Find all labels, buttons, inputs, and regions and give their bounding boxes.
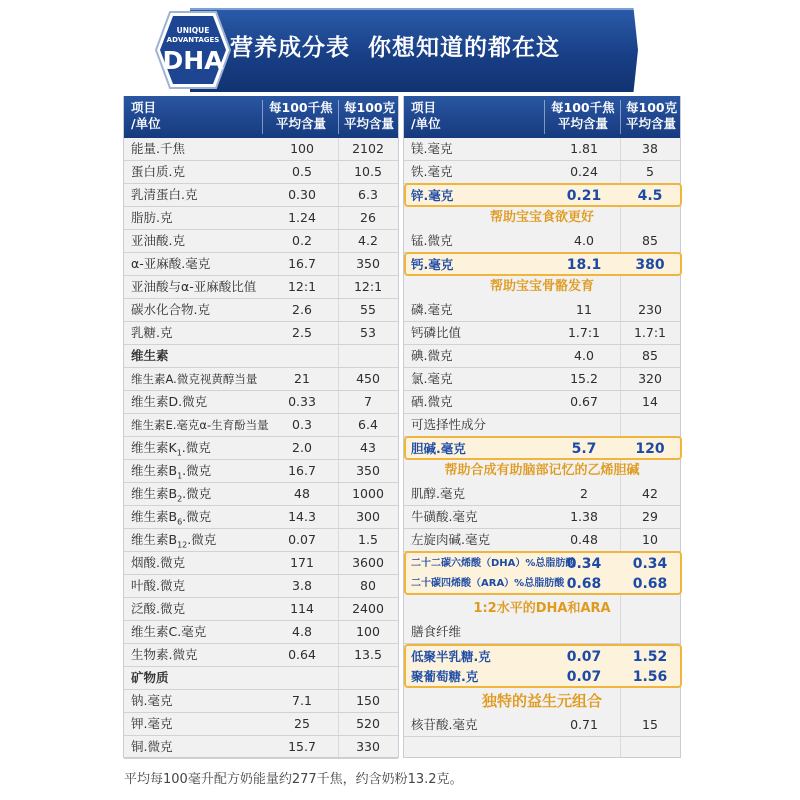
value-per-100kj: 25 (294, 716, 310, 731)
nutrient-name: 牛磺酸.毫克 (411, 509, 478, 524)
badge-line1: UNIQUE (176, 26, 210, 35)
value-per-100kj: 14.3 (288, 509, 316, 524)
value-per-100g: 43 (360, 440, 376, 455)
col-kj-line1: 每100千焦 (269, 100, 333, 115)
value-per-100kj: 2.6 (292, 302, 312, 317)
nutrient-name: 烟酸.微克 (131, 555, 185, 570)
table-row (124, 276, 398, 299)
benefit-note: 帮助宝宝骨骼发育 (489, 279, 594, 294)
section-header (404, 414, 680, 437)
value-per-100g: 42 (642, 486, 658, 501)
value-per-100g: 13.5 (354, 647, 382, 662)
nutrient-name: 亚油酸与α-亚麻酸比值 (131, 279, 257, 294)
value-per-100kj: 100 (290, 141, 314, 156)
table-row (124, 391, 398, 414)
value-per-100kj: 16.7 (288, 256, 316, 271)
value-per-100kj: 0.71 (570, 717, 598, 732)
nutrient-name: 维生素$B_{12}$.微克 (131, 532, 217, 550)
highlight-box (404, 551, 682, 595)
nutrient-name: 核苷酸.毫克 (411, 717, 478, 732)
value-per-100g: 4.2 (358, 233, 378, 248)
nutrient-name: 维生素$K_1$.微克 (131, 440, 211, 458)
nutrient-name: 维生素$B_1$.微克 (131, 463, 212, 481)
table-row (404, 299, 680, 322)
table-row (404, 230, 680, 253)
value-per-100kj: 7.1 (292, 693, 312, 708)
value-per-100g: 1.7:1 (633, 325, 667, 340)
table-row (404, 138, 680, 161)
value-per-100g: 15 (642, 717, 658, 732)
table-row (404, 322, 680, 345)
nutrient-name: 维生素E.毫克α-生育酚当量 (131, 418, 269, 432)
col-item-right: 项目 (411, 100, 437, 115)
table-row (124, 506, 398, 529)
col-kj-line2-right: 平均含量 (558, 116, 609, 131)
table-row (404, 391, 680, 414)
value-per-100g: 53 (360, 325, 376, 340)
table-row (404, 506, 680, 529)
nutrient-name: 钾.毫克 (131, 716, 173, 731)
nutrient-name: 矿物质 (131, 670, 169, 685)
nutrient-name: 碳水化合物.克 (131, 302, 210, 317)
value-per-100g: 38 (642, 141, 658, 156)
value-per-100kj: 1.24 (288, 210, 316, 225)
value-per-100g: 10.5 (354, 164, 382, 179)
value-per-100g: 7 (364, 394, 372, 409)
table-row (124, 621, 398, 644)
col-kj-line1-right: 每100千焦 (551, 100, 615, 115)
table-row (124, 138, 398, 161)
value-per-100g: 26 (360, 210, 376, 225)
nutrient-name: 维生素$B_6$.微克 (131, 509, 212, 527)
highlight-box (404, 644, 682, 688)
value-per-100kj: 2.0 (292, 440, 312, 455)
value-per-100g: 320 (638, 371, 662, 386)
value-per-100g: 10 (642, 532, 658, 547)
nutrient-name: 氯.毫克 (411, 371, 453, 386)
nutrient-name: 维生素 (131, 348, 169, 363)
col-g-line2-right: 平均含量 (626, 116, 677, 131)
highlight-value-per-100g: 1.56 (632, 669, 668, 685)
value-per-100g: 12:1 (353, 279, 383, 294)
value-per-100g: 350 (356, 256, 380, 271)
value-per-100kj: 15.2 (570, 371, 598, 386)
value-per-100g: 14 (642, 394, 658, 409)
value-per-100kj: 0.48 (570, 532, 598, 547)
value-per-100g: 300 (356, 509, 380, 524)
value-per-100kj: 11 (576, 302, 592, 317)
highlight-value-per-100kj: 0.07 (566, 649, 602, 665)
highlight-nutrient-name: 聚葡萄糖.克 (411, 669, 479, 684)
value-per-100kj: 48 (294, 486, 310, 501)
table-row (404, 529, 680, 552)
nutrient-name: 脂肪.克 (131, 210, 173, 225)
value-per-100kj: 0.30 (288, 187, 316, 202)
value-per-100g: 5 (646, 164, 654, 179)
col-g-line1: 每100克 (344, 100, 396, 115)
nutrient-name: 钙磷比值 (411, 325, 462, 340)
highlight-value-per-100kj: 5.7 (571, 441, 597, 457)
nutrient-name: 铁.毫克 (411, 164, 453, 179)
right-table-header (404, 96, 680, 138)
table-row (124, 529, 398, 552)
nutrient-name: 磷.毫克 (411, 302, 453, 317)
value-per-100g: 2102 (352, 141, 384, 156)
value-per-100g: 2400 (352, 601, 384, 616)
highlight-nutrient-name: 二十二碳六烯酸（DHA）%总脂肪酸 (411, 558, 576, 569)
nutrient-name: 维生素C.毫克 (131, 624, 207, 639)
table-row (124, 161, 398, 184)
benefit-note: 独特的益生元组合 (481, 692, 602, 710)
title-part1: 营养成分表 (230, 35, 350, 61)
nutrient-name: 叶酸.微克 (131, 578, 185, 593)
left-nutrition-table (123, 96, 399, 758)
table-row (124, 713, 398, 736)
table-row (404, 161, 680, 184)
highlight-box (404, 252, 682, 276)
left-table-header (124, 96, 398, 138)
table-row (124, 253, 398, 276)
table-row (124, 460, 398, 483)
value-per-100kj: 0.07 (288, 532, 316, 547)
nutrient-name: 泛酸.微克 (131, 601, 185, 616)
badge-logo-text: DHA (162, 46, 224, 75)
value-per-100kj: 1.81 (570, 141, 598, 156)
nutrient-name: 亚油酸.克 (131, 233, 185, 248)
highlight-value-per-100g: 4.5 (637, 188, 663, 204)
value-per-100kj: 0.64 (288, 647, 316, 662)
table-row (404, 345, 680, 368)
nutrient-name: 左旋肉碱.毫克 (411, 532, 490, 547)
nutrient-name: 碘.微克 (411, 348, 453, 363)
highlight-value-per-100g: 1.52 (632, 649, 668, 665)
value-per-100kj: 4.0 (574, 233, 594, 248)
value-per-100g: 350 (356, 463, 380, 478)
value-per-100g: 3600 (352, 555, 384, 570)
value-per-100kj: 16.7 (288, 463, 316, 478)
col-item: 项目 (131, 100, 157, 115)
benefit-note: 帮助宝宝食欲更好 (489, 210, 594, 225)
table-row (124, 437, 398, 460)
value-per-100kj: 2 (580, 486, 588, 501)
nutrient-name: 乳清蛋白.克 (131, 187, 198, 202)
table-row (124, 184, 398, 207)
nutrient-name: 乳糖.克 (131, 325, 173, 340)
section-header (404, 621, 680, 644)
highlight-value-per-100g: 0.34 (632, 556, 668, 572)
col-unit: /单位 (131, 116, 161, 131)
section-header (124, 667, 398, 690)
table-row (124, 552, 398, 575)
nutrient-name: α-亚麻酸.毫克 (131, 256, 211, 271)
value-per-100kj: 0.24 (570, 164, 598, 179)
value-per-100kj: 114 (290, 601, 314, 616)
page-title (230, 29, 560, 62)
highlight-value-per-100kj: 0.34 (566, 556, 602, 572)
value-per-100kj: 12:1 (287, 279, 317, 294)
highlight-value-per-100kj: 18.1 (566, 257, 602, 273)
nutrient-name: 蛋白质.克 (131, 164, 185, 179)
benefit-note: 帮助合成有助脑部记忆的乙烯胆碱 (444, 463, 640, 478)
nutrient-name: 铜.微克 (131, 739, 173, 754)
dha-badge-logo (150, 6, 236, 94)
highlight-box (404, 436, 682, 460)
value-per-100g: 450 (356, 371, 380, 386)
badge-line2: ADVANTAGES (166, 36, 220, 44)
value-per-100kj: 171 (290, 555, 314, 570)
highlight-nutrient-name: 二十碳四烯酸（ARA）%总脂肪酸 (411, 578, 565, 589)
value-per-100g: 80 (360, 578, 376, 593)
col-g-line1-right: 每100克 (626, 100, 678, 115)
table-row (124, 483, 398, 506)
nutrient-name: 可选择性成分 (411, 417, 487, 432)
nutrient-name: 维生素D.微克 (131, 394, 208, 409)
col-unit-right: /单位 (411, 116, 441, 131)
nutrient-name: 硒.微克 (411, 394, 453, 409)
highlight-box (404, 183, 682, 207)
nutrient-name: 能量.千焦 (131, 141, 185, 156)
value-per-100g: 29 (642, 509, 658, 524)
value-per-100kj: 0.33 (288, 394, 316, 409)
nutrient-name: 镁.毫克 (411, 141, 453, 156)
col-kj-line2: 平均含量 (276, 116, 327, 131)
nutrient-name: 维生素A.微克视黄醇当量 (131, 372, 258, 386)
value-per-100kj: 21 (294, 371, 310, 386)
value-per-100kj: 0.67 (570, 394, 598, 409)
value-per-100kj: 2.5 (292, 325, 312, 340)
value-per-100g: 6.4 (358, 417, 378, 432)
value-per-100g: 330 (356, 739, 380, 754)
value-per-100g: 100 (356, 624, 380, 639)
value-per-100g: 85 (642, 348, 658, 363)
value-per-100g: 230 (638, 302, 662, 317)
nutrient-name: 钠.毫克 (131, 693, 173, 708)
value-per-100kj: 15.7 (288, 739, 316, 754)
value-per-100kj: 3.8 (292, 578, 312, 593)
table-row (124, 575, 398, 598)
right-nutrition-table (403, 96, 681, 758)
value-per-100g: 520 (356, 716, 380, 731)
value-per-100kj: 0.2 (292, 233, 312, 248)
highlight-value-per-100kj: 0.07 (566, 669, 602, 685)
highlight-nutrient-name: 胆碱.毫克 (411, 441, 466, 456)
table-row (404, 483, 680, 506)
table-row (404, 714, 680, 737)
benefit-note: 1:2水平的DHA和ARA (473, 601, 611, 616)
nutrient-name: 生物素.微克 (131, 647, 198, 662)
value-per-100g: 150 (356, 693, 380, 708)
nutrient-name: 肌醇.毫克 (411, 486, 465, 501)
table-row (124, 598, 398, 621)
value-per-100g: 55 (360, 302, 376, 317)
value-per-100g: 6.3 (358, 187, 378, 202)
col-g-line2: 平均含量 (344, 116, 395, 131)
table-row (124, 368, 398, 391)
value-per-100g: 1000 (352, 486, 384, 501)
highlight-value-per-100g: 120 (635, 441, 665, 457)
nutrient-name: 维生素$B_2$.微克 (131, 486, 212, 504)
table-row (124, 299, 398, 322)
table-row (404, 368, 680, 391)
value-per-100kj: 4.8 (292, 624, 312, 639)
highlight-value-per-100kj: 0.68 (566, 576, 602, 592)
footnote: 平均每100毫升配方奶能量约277千焦，约含奶粉13.2克。 (124, 772, 463, 787)
highlight-nutrient-name: 钙.毫克 (411, 257, 454, 272)
nutrient-name: 膳食纤维 (411, 624, 462, 639)
table-row (124, 736, 398, 759)
title-part2: 你想知道的都在这 (368, 35, 560, 61)
value-per-100kj: 0.3 (292, 417, 312, 432)
value-per-100kj: 4.0 (574, 348, 594, 363)
highlight-value-per-100kj: 0.21 (566, 188, 602, 204)
highlight-nutrient-name: 低聚半乳糖.克 (411, 649, 491, 664)
value-per-100kj: 0.5 (292, 164, 312, 179)
table-row (124, 414, 398, 437)
value-per-100kj: 1.7:1 (567, 325, 601, 340)
value-per-100g: 1.5 (358, 532, 378, 547)
table-row (124, 230, 398, 253)
highlight-value-per-100g: 0.68 (632, 576, 668, 592)
table-row (124, 322, 398, 345)
nutrient-name: 锰.微克 (411, 233, 453, 248)
value-per-100kj: 1.38 (570, 509, 598, 524)
table-row (124, 207, 398, 230)
highlight-nutrient-name: 锌.毫克 (411, 188, 454, 203)
section-header (124, 345, 398, 368)
table-row (124, 644, 398, 667)
table-row (124, 690, 398, 713)
value-per-100g: 85 (642, 233, 658, 248)
highlight-value-per-100g: 380 (635, 257, 665, 273)
